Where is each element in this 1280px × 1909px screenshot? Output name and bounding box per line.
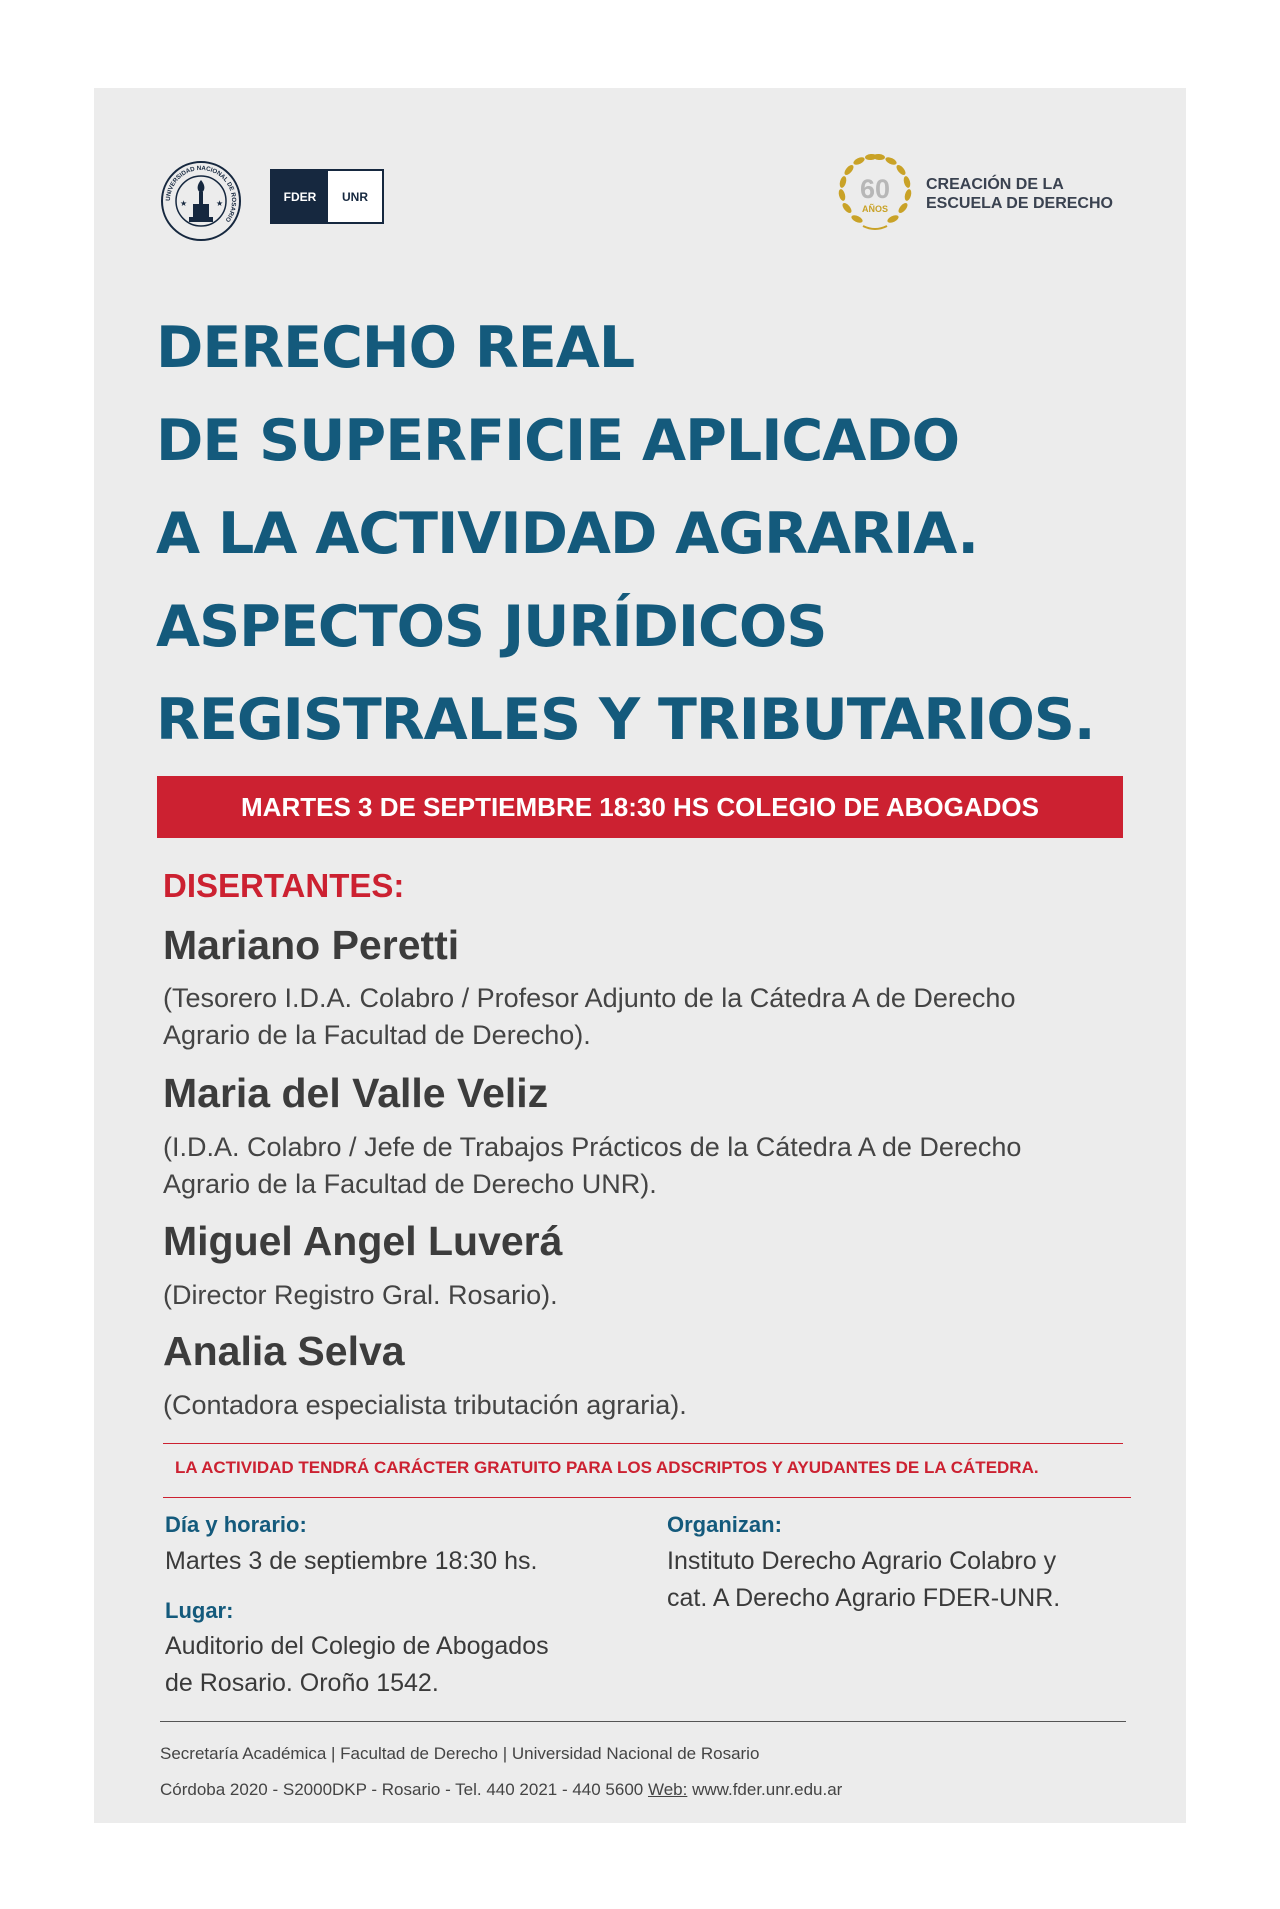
- organizers-line: Instituto Derecho Agrario Colabro y: [667, 1547, 1057, 1575]
- schedule-text: [165, 1543, 537, 1580]
- divider: [163, 1497, 1131, 1498]
- title-line: REGISTRALES Y TRIBUTARIOS.: [156, 687, 1095, 753]
- anniversary-number: 60: [859, 174, 891, 204]
- svg-text:★: ★: [216, 199, 224, 208]
- footer-line-1: Secretaría Académica | Facultad de Derecho | Universidad Nacional de Rosario: [160, 1744, 760, 1763]
- unr-seal-logo: [160, 160, 242, 242]
- speaker-description: [163, 1277, 558, 1314]
- fder-unr-logo: [270, 169, 384, 224]
- web-url-link[interactable]: www.fder.unr.edu.ar: [687, 1780, 843, 1799]
- venue-line: de Rosario. Oroño 1542.: [165, 1669, 439, 1697]
- title-line: A LA ACTIVIDAD AGRARIA.: [156, 501, 979, 567]
- speaker-name: Analia Selva: [163, 1328, 405, 1374]
- speaker-name: Miguel Angel Luverá: [163, 1218, 563, 1264]
- svg-text:★: ★: [180, 199, 188, 208]
- anniversary-line-2: ESCUELA DE DERECHO: [926, 195, 1113, 212]
- organizers-text: [667, 1543, 1060, 1617]
- event-title: [156, 302, 1095, 767]
- date-venue-banner: MARTES 3 DE SEPTIEMBRE 18:30 HS COLEGIO DE ABOGADOS: [157, 776, 1123, 838]
- speaker-description: [163, 980, 1015, 1054]
- speaker-description-line: Agrario de la Facultad de Derecho).: [163, 1020, 591, 1050]
- unr-seal-text: UNIVERSIDAD NACIONAL DE ROSARIO: [164, 164, 238, 224]
- speaker-description-line: Agrario de la Facultad de Derecho UNR).: [163, 1169, 657, 1199]
- title-line: DE SUPERFICIE APLICADO: [156, 408, 960, 474]
- speaker-description-line: (Tesorero I.D.A. Colabro / Profesor Adjunto de la Cátedra A de Derecho: [163, 983, 1016, 1013]
- speakers-label: DISERTANTES:: [163, 867, 405, 904]
- venue-text: [165, 1628, 549, 1702]
- speaker-description: [163, 1129, 1021, 1203]
- speaker-description: [163, 1387, 687, 1424]
- anniversary-caption: [926, 175, 1113, 213]
- speaker-description-line: (I.D.A. Colabro / Jefe de Trabajos Prácticos de la Cátedra A de Derecho: [163, 1132, 1022, 1162]
- speaker-name: Maria del Valle Veliz: [163, 1070, 549, 1116]
- speaker-name: Mariano Peretti: [163, 922, 460, 968]
- free-activity-notice: LA ACTIVIDAD TENDRÁ CARÁCTER GRATUITO PARA LOS ADSCRIPTOS Y AYUDANTES DE LA CÁTEDRA.: [175, 1458, 1039, 1477]
- schedule-label: Día y horario:: [165, 1512, 307, 1537]
- organizers-label: Organizan:: [667, 1512, 782, 1537]
- footer-divider: [160, 1721, 1126, 1722]
- web-label: Web:: [647, 1780, 688, 1799]
- schedule-line: Martes 3 de septiembre 18:30 hs.: [165, 1547, 538, 1575]
- venue-line: Auditorio del Colegio de Abogados: [165, 1632, 549, 1660]
- fder-label: FDER: [272, 171, 328, 222]
- venue-label: Lugar:: [165, 1598, 234, 1623]
- organizers-line: cat. A Derecho Agrario FDER-UNR.: [667, 1584, 1061, 1612]
- footer-address: Córdoba 2020 - S2000DKP - Rosario - Tel. 440 2021 - 440 5600: [160, 1780, 648, 1799]
- title-line: DERECHO REAL: [156, 315, 635, 381]
- sixty-years-laurel-icon: [833, 150, 917, 234]
- speaker-description-line: (Contadora especialista tributación agraria).: [163, 1390, 687, 1420]
- anniversary-unit: AÑOS: [861, 204, 889, 214]
- anniversary-line-1: CREACIÓN DE LA: [926, 176, 1064, 193]
- unr-label: UNR: [328, 171, 382, 222]
- title-line: ASPECTOS JURÍDICOS: [156, 594, 827, 660]
- speaker-description-line: (Director Registro Gral. Rosario).: [163, 1280, 558, 1310]
- divider: [163, 1443, 1123, 1444]
- footer-line-2: [160, 1780, 842, 1800]
